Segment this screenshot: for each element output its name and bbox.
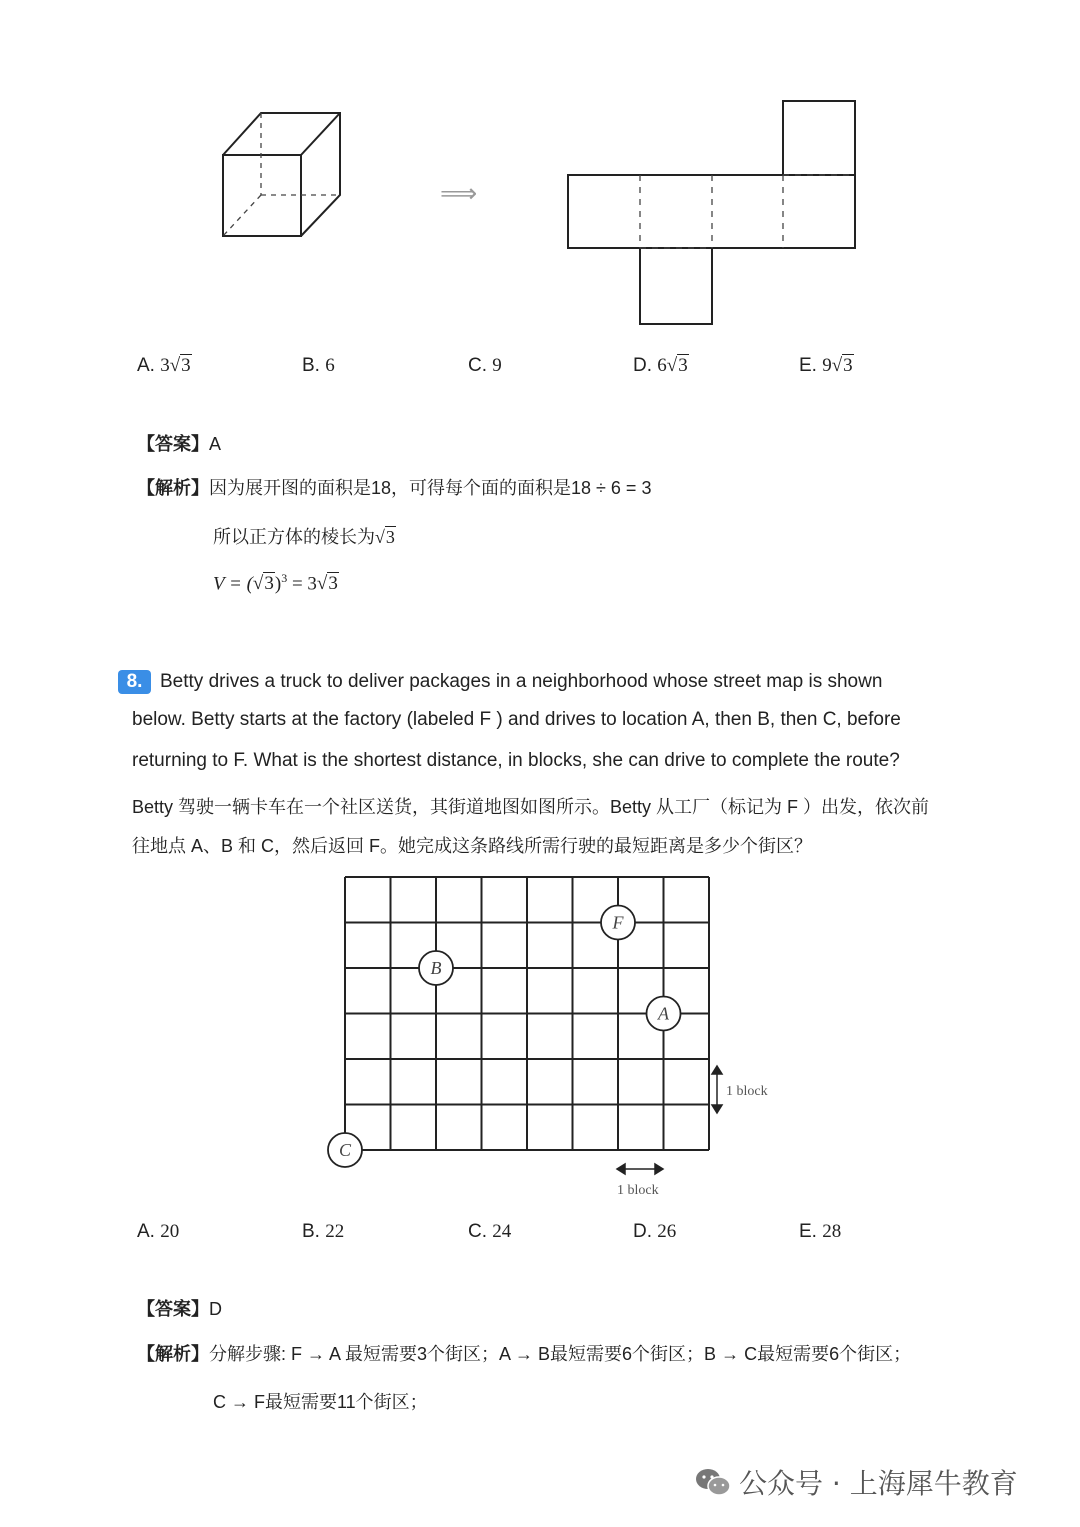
map-point-label: A: [658, 1003, 669, 1024]
q7-option-a[interactable]: A. 3√3: [137, 355, 191, 376]
q7-analysis-line1: 【解析】因为展开图的面积是18，可得每个面的面积是18 ÷ 6 = 3: [137, 478, 652, 498]
wechat-icon: [695, 1467, 731, 1504]
q8-option-a[interactable]: A. 20: [137, 1221, 180, 1242]
answer-value: D: [209, 1299, 222, 1319]
answer-label: 【答案】: [137, 1299, 209, 1319]
street-map-grid: [325, 865, 795, 1205]
q8-option-e[interactable]: E. 28: [799, 1221, 842, 1242]
vertical-block-indicator: [712, 1066, 722, 1113]
q8-english-line2: below. Betty starts at the factory (labeled F ) and drives to location A, then B, then C, before: [132, 709, 901, 730]
map-point-label: B: [430, 958, 442, 978]
map-point-a: [647, 997, 681, 1031]
answer-label: 【答案】: [137, 434, 209, 454]
map-point-c: [328, 1133, 362, 1167]
analysis-label: 【解析】: [137, 478, 209, 498]
q7-option-c[interactable]: C. 9: [468, 355, 502, 376]
q8-chinese-line2: 往地点 A、B 和 C，然后返回 F。她完成这条路线所需行驶的最短距离是多少个街区？: [132, 836, 813, 856]
q7-analysis-line2: 所以正方体的棱长为√3: [213, 527, 395, 547]
vertical-block-label: 1 block: [726, 1084, 768, 1099]
q8-option-d[interactable]: D. 26: [633, 1221, 677, 1242]
q8-english-line3: returning to F. What is the shortest distance, in blocks, she can drive to complete the route?: [132, 750, 900, 771]
q8-analysis-line2: C → F最短需要11个街区；: [213, 1392, 428, 1412]
implies-arrow: ⟹: [440, 178, 478, 208]
q7-option-b[interactable]: B. 6: [302, 355, 335, 376]
map-point-b: [419, 951, 453, 985]
answer-value: A: [209, 434, 222, 454]
horizontal-block-indicator: [617, 1164, 663, 1174]
cube-net-figure: [565, 98, 860, 328]
q7-option-d[interactable]: D. 6√3: [633, 355, 688, 376]
q8-option-c[interactable]: C. 24: [468, 1221, 512, 1242]
question-number-badge: 8.: [118, 670, 151, 694]
cube-figure: [215, 105, 350, 245]
q7-answer: [137, 430, 221, 456]
q7-option-e[interactable]: E. 9√3: [799, 355, 853, 376]
analysis-label: 【解析】: [137, 1344, 209, 1364]
q7-analysis-line3: $V = (√3)^3 = 3√3$: [213, 571, 338, 595]
map-point-label: C: [338, 1140, 352, 1160]
horizontal-block-label: 1 block: [617, 1183, 659, 1198]
map-point-label: F: [612, 912, 624, 933]
q8-answer: [137, 1295, 222, 1321]
map-point-f: [601, 906, 635, 940]
q8-analysis-line1: 【解析】分解步骤: F → A 最短需要3个街区；A → B最短需要6个街区；B → C最短需要6个街区；: [137, 1344, 912, 1364]
q8-chinese-line1: Betty 驾驶一辆卡车在一个社区送货，其街道地图如图所示。Betty 从工厂（标记为 F ）出发，依次前: [132, 797, 930, 817]
q8-option-b[interactable]: B. 22: [302, 1221, 345, 1242]
q8-english-line1: Betty drives a truck to deliver packages in a neighborhood whose street map is shown: [160, 671, 883, 692]
watermark: 公众号 · 上海犀牛教育: [695, 1462, 1018, 1504]
